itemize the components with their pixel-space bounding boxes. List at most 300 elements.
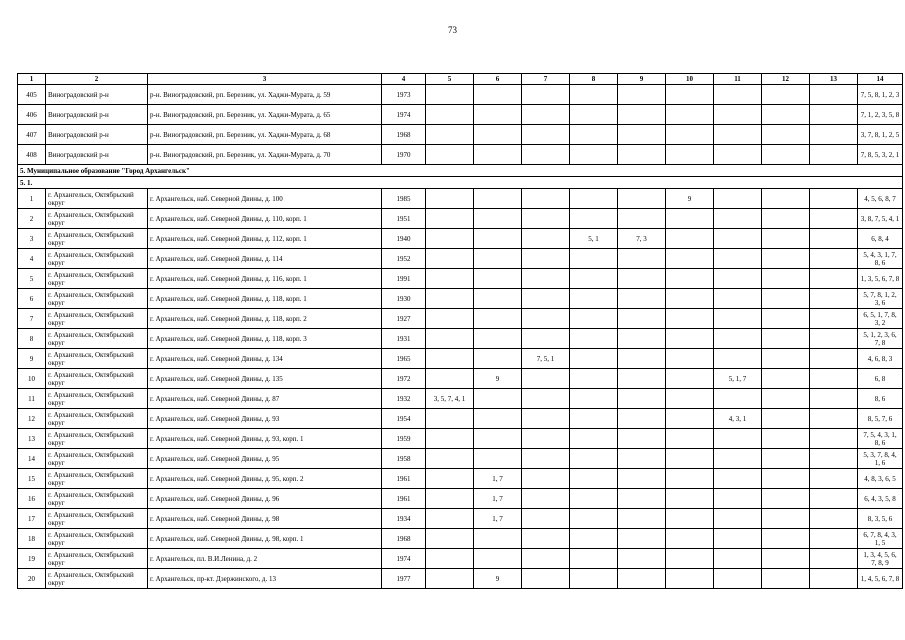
table-cell: 6, 7, 8, 4, 3, 1, 5 <box>858 529 903 549</box>
header-cell: 6 <box>474 74 522 85</box>
table-cell <box>570 389 618 409</box>
table-cell <box>522 209 570 229</box>
table-cell: 6, 4, 3, 5, 8 <box>858 489 903 509</box>
table-cell: г. Архангельск, наб. Северной Двины, д. 100 <box>148 189 382 209</box>
subsection-title-row <box>18 177 903 189</box>
table-cell <box>714 85 762 105</box>
table-cell: 407 <box>18 125 46 145</box>
table-cell: 1985 <box>382 189 426 209</box>
table-cell: 9 <box>474 569 522 589</box>
table-cell <box>570 125 618 145</box>
table-cell: 1954 <box>382 409 426 429</box>
table-cell <box>522 105 570 125</box>
table-cell: г. Архангельск, наб. Северной Двины, д. 116, корп. 1 <box>148 269 382 289</box>
table-cell <box>522 489 570 509</box>
table-cell <box>618 369 666 389</box>
table-cell: г. Архангельск, наб. Северной Двины, д. 110, корп. 1 <box>148 209 382 229</box>
table-cell <box>618 105 666 125</box>
table-row <box>18 85 903 105</box>
table-cell <box>810 529 858 549</box>
table-cell <box>522 409 570 429</box>
table-cell: 11 <box>18 389 46 409</box>
table-cell <box>522 369 570 389</box>
table-cell <box>618 269 666 289</box>
header-row <box>18 74 903 85</box>
table-cell <box>618 189 666 209</box>
table-cell <box>426 569 474 589</box>
table-cell <box>810 549 858 569</box>
table-cell <box>810 469 858 489</box>
table-cell <box>618 529 666 549</box>
table-cell: 5, 1, 2, 3, 6, 7, 8 <box>858 329 903 349</box>
table-cell <box>666 209 714 229</box>
table-cell <box>522 549 570 569</box>
table-cell: 405 <box>18 85 46 105</box>
table-cell: 19 <box>18 549 46 569</box>
table-cell <box>570 349 618 369</box>
table-cell <box>426 209 474 229</box>
table-cell: 6 <box>18 289 46 309</box>
table-cell <box>666 429 714 449</box>
table-cell: 2 <box>18 209 46 229</box>
table-row <box>18 269 903 289</box>
table-cell: г. Архангельск, наб. Северной Двины, д. 95 <box>148 449 382 469</box>
header-cell: 10 <box>666 74 714 85</box>
table-cell: р-н. Виноградовский, рп. Березник, ул. Хаджи-Мурата, д. 70 <box>148 145 382 165</box>
table-row <box>18 309 903 329</box>
table-cell <box>474 449 522 469</box>
table-row <box>18 209 903 229</box>
table-cell: г. Архангельск, Октябрьский округ <box>46 309 148 329</box>
table-cell: 8, 6 <box>858 389 903 409</box>
table-cell <box>714 309 762 329</box>
table-cell <box>426 189 474 209</box>
table-cell: 1974 <box>382 105 426 125</box>
table-cell: 4 <box>18 249 46 269</box>
header-cell: 9 <box>618 74 666 85</box>
table-cell: 4, 6, 8, 3 <box>858 349 903 369</box>
table-cell <box>810 289 858 309</box>
table-cell <box>522 429 570 449</box>
table-cell <box>762 509 810 529</box>
table-cell <box>474 125 522 145</box>
table-cell <box>618 309 666 329</box>
table-cell <box>522 125 570 145</box>
table-cell <box>474 429 522 449</box>
table-cell <box>762 409 810 429</box>
table-cell: 6, 8 <box>858 369 903 389</box>
table-row <box>18 529 903 549</box>
table-cell: г. Архангельск, пл. В.И.Ленина, д. 2 <box>148 549 382 569</box>
table-cell <box>570 529 618 549</box>
table-cell <box>426 269 474 289</box>
table-cell <box>810 369 858 389</box>
table-cell <box>570 469 618 489</box>
table-cell: 1968 <box>382 125 426 145</box>
table-cell <box>426 329 474 349</box>
table-row <box>18 249 903 269</box>
table-cell: г. Архангельск, Октябрьский округ <box>46 329 148 349</box>
table-cell <box>570 509 618 529</box>
table-cell: г. Архангельск, наб. Северной Двины, д. 98 <box>148 509 382 529</box>
table-cell: 3, 7, 8, 1, 2, 5 <box>858 125 903 145</box>
table-cell <box>810 449 858 469</box>
header-cell: 7 <box>522 74 570 85</box>
table-cell <box>570 329 618 349</box>
table-cell <box>570 289 618 309</box>
table-cell <box>522 289 570 309</box>
table-cell <box>666 309 714 329</box>
table-cell: г. Архангельск, Октябрьский округ <box>46 349 148 369</box>
table-cell <box>426 289 474 309</box>
table-cell <box>426 249 474 269</box>
table-cell: 408 <box>18 145 46 165</box>
table-cell <box>618 509 666 529</box>
table-cell <box>666 489 714 509</box>
table-cell: 8, 3, 5, 6 <box>858 509 903 529</box>
table-cell: 1991 <box>382 269 426 289</box>
table-cell <box>522 389 570 409</box>
table-cell <box>810 249 858 269</box>
table-cell <box>522 249 570 269</box>
header-cell: 4 <box>382 74 426 85</box>
table-cell <box>426 449 474 469</box>
table-cell: 8, 5, 7, 6 <box>858 409 903 429</box>
table-cell <box>810 189 858 209</box>
table-cell <box>522 189 570 209</box>
table-cell: 5, 7, 8, 1, 2, 3, 6 <box>858 289 903 309</box>
table-cell: г. Архангельск, Октябрьский округ <box>46 269 148 289</box>
table-cell: 3, 8, 7, 5, 4, 1 <box>858 209 903 229</box>
table-cell <box>474 229 522 249</box>
table-cell <box>474 309 522 329</box>
table-cell <box>618 489 666 509</box>
table-cell <box>570 269 618 289</box>
table-cell <box>714 569 762 589</box>
table-cell <box>570 409 618 429</box>
table-cell: 1, 3, 4, 5, 6, 7, 8, 9 <box>858 549 903 569</box>
table-cell <box>570 569 618 589</box>
table-cell: 1965 <box>382 349 426 369</box>
table-cell <box>474 145 522 165</box>
table-cell <box>810 145 858 165</box>
table-cell <box>618 449 666 469</box>
page-number: 73 <box>448 25 457 35</box>
header-cell: 11 <box>714 74 762 85</box>
table-cell: 16 <box>18 489 46 509</box>
section-title: 5. Муниципальное образование "Город Архангельск" <box>18 165 903 177</box>
table-cell <box>714 509 762 529</box>
table-cell: 1972 <box>382 369 426 389</box>
table-cell: 7 <box>18 309 46 329</box>
table-cell: 1974 <box>382 549 426 569</box>
table-row <box>18 469 903 489</box>
section-title-row <box>18 165 903 177</box>
table-cell <box>810 489 858 509</box>
table-cell <box>762 389 810 409</box>
table-cell <box>810 229 858 249</box>
table-cell: 1977 <box>382 569 426 589</box>
table-row <box>18 489 903 509</box>
table-cell <box>762 369 810 389</box>
table-cell: г. Архангельск, наб. Северной Двины, д. 93, корп. 1 <box>148 429 382 449</box>
table-cell <box>762 449 810 469</box>
table-cell <box>474 529 522 549</box>
table-cell: 9 <box>666 189 714 209</box>
table-cell: г. Архангельск, наб. Северной Двины, д. 112, корп. 1 <box>148 229 382 249</box>
table-cell <box>570 369 618 389</box>
table-cell <box>570 85 618 105</box>
table-cell <box>762 249 810 269</box>
table-cell: 5 <box>18 269 46 289</box>
table-cell <box>714 289 762 309</box>
table-cell <box>522 529 570 549</box>
table-cell <box>426 409 474 429</box>
table-cell: Виноградовский р-н <box>46 105 148 125</box>
table-cell <box>618 569 666 589</box>
table-cell <box>426 349 474 369</box>
table-cell <box>762 85 810 105</box>
table-cell <box>666 409 714 429</box>
table-cell <box>762 349 810 369</box>
table-cell <box>426 429 474 449</box>
table-cell <box>426 125 474 145</box>
table-cell <box>762 429 810 449</box>
header-cell: 12 <box>762 74 810 85</box>
table-cell: 6, 5, 1, 7, 8, 3, 2 <box>858 309 903 329</box>
table-cell: г. Архангельск, наб. Северной Двины, д. 118, корп. 2 <box>148 309 382 329</box>
table-cell <box>666 469 714 489</box>
table-cell <box>762 309 810 329</box>
table-cell <box>666 145 714 165</box>
table-cell <box>714 469 762 489</box>
table-cell <box>810 509 858 529</box>
table-cell <box>426 105 474 125</box>
table-cell: 7, 5, 8, 1, 2, 3 <box>858 85 903 105</box>
table-cell: г. Архангельск, Октябрьский округ <box>46 429 148 449</box>
header-cell: 1 <box>18 74 46 85</box>
table-cell <box>666 105 714 125</box>
table-cell: 3, 5, 7, 4, 1 <box>426 389 474 409</box>
table-row <box>18 189 903 209</box>
table-cell: 3 <box>18 229 46 249</box>
table-cell <box>762 469 810 489</box>
table-cell <box>618 349 666 369</box>
table-cell: 5, 4, 3, 1, 7, 8, 6 <box>858 249 903 269</box>
table-cell <box>762 329 810 349</box>
table-cell: г. Архангельск, Октябрьский округ <box>46 249 148 269</box>
table-row <box>18 409 903 429</box>
table-cell <box>810 105 858 125</box>
table-cell: 5, 1, 7 <box>714 369 762 389</box>
table-cell: 1970 <box>382 145 426 165</box>
table-cell: 17 <box>18 509 46 529</box>
table-cell <box>666 125 714 145</box>
table-cell <box>714 189 762 209</box>
table-cell <box>810 85 858 105</box>
table-cell <box>570 249 618 269</box>
table-cell: 15 <box>18 469 46 489</box>
table-cell <box>426 369 474 389</box>
table-cell <box>666 329 714 349</box>
table-cell <box>570 429 618 449</box>
table-cell <box>426 469 474 489</box>
table-cell <box>762 549 810 569</box>
table-cell <box>810 349 858 369</box>
table-cell <box>522 309 570 329</box>
table-cell <box>666 509 714 529</box>
table-cell <box>474 189 522 209</box>
table-cell: г. Архангельск, Октябрьский округ <box>46 469 148 489</box>
table-cell <box>762 189 810 209</box>
table-cell <box>762 569 810 589</box>
table-row <box>18 349 903 369</box>
table-cell <box>714 249 762 269</box>
table-cell: р-н. Виноградовский, рп. Березник, ул. Хаджи-Мурата, д. 65 <box>148 105 382 125</box>
table-cell <box>762 125 810 145</box>
table-cell <box>522 469 570 489</box>
table-cell: 14 <box>18 449 46 469</box>
table-cell <box>570 209 618 229</box>
table-cell: 7, 1, 2, 3, 5, 8 <box>858 105 903 125</box>
table-cell <box>762 105 810 125</box>
table-cell <box>762 269 810 289</box>
table-cell <box>714 105 762 125</box>
subsection-title: 5. 1. <box>18 177 903 189</box>
table-cell: 7, 8, 5, 3, 2, 1 <box>858 145 903 165</box>
table-cell <box>714 349 762 369</box>
table-cell: 1968 <box>382 529 426 549</box>
table-cell <box>714 549 762 569</box>
table-cell: г. Архангельск, Октябрьский округ <box>46 409 148 429</box>
table-cell: Виноградовский р-н <box>46 125 148 145</box>
table-cell: г. Архангельск, Октябрьский округ <box>46 509 148 529</box>
table-cell: г. Архангельск, наб. Северной Двины, д. 95, корп. 2 <box>148 469 382 489</box>
table-cell <box>474 549 522 569</box>
table-cell <box>522 229 570 249</box>
table-cell <box>570 105 618 125</box>
table-cell <box>522 569 570 589</box>
table-cell <box>810 429 858 449</box>
table-cell <box>666 269 714 289</box>
table-cell <box>426 229 474 249</box>
table-cell: 1 <box>18 189 46 209</box>
table-cell <box>522 509 570 529</box>
table-row <box>18 569 903 589</box>
table-cell <box>714 389 762 409</box>
table-cell <box>618 289 666 309</box>
table-cell: 6, 8, 4 <box>858 229 903 249</box>
table-cell: г. Архангельск, наб. Северной Двины, д. 114 <box>148 249 382 269</box>
table-cell <box>666 85 714 105</box>
table-row <box>18 145 903 165</box>
table-cell: р-н. Виноградовский, рп. Березник, ул. Хаджи-Мурата, д. 68 <box>148 125 382 145</box>
table-cell: 406 <box>18 105 46 125</box>
table-cell: 1952 <box>382 249 426 269</box>
table-cell: 1958 <box>382 449 426 469</box>
table-cell: 1951 <box>382 209 426 229</box>
table-cell <box>570 189 618 209</box>
table-cell: г. Архангельск, Октябрьский округ <box>46 489 148 509</box>
table-row <box>18 369 903 389</box>
table-cell <box>666 449 714 469</box>
table-cell <box>474 85 522 105</box>
table-cell <box>474 409 522 429</box>
table-cell: г. Архангельск, Октябрьский округ <box>46 569 148 589</box>
table-cell: 4, 3, 1 <box>714 409 762 429</box>
table-cell <box>426 489 474 509</box>
table-cell <box>762 229 810 249</box>
table-cell <box>618 429 666 449</box>
table-cell: 1927 <box>382 309 426 329</box>
table-cell <box>810 389 858 409</box>
table-cell: г. Архангельск, Октябрьский округ <box>46 369 148 389</box>
table-row <box>18 549 903 569</box>
table-cell <box>810 329 858 349</box>
table-cell <box>618 209 666 229</box>
table-cell <box>618 389 666 409</box>
table-cell <box>570 449 618 469</box>
table-cell: г. Архангельск, Октябрьский округ <box>46 389 148 409</box>
table-cell <box>666 369 714 389</box>
table-cell: Виноградовский р-н <box>46 145 148 165</box>
table-row <box>18 429 903 449</box>
table-cell: 1931 <box>382 329 426 349</box>
table-cell: 5, 1 <box>570 229 618 249</box>
table-cell: 10 <box>18 369 46 389</box>
table-cell <box>522 85 570 105</box>
table-cell: г. Архангельск, наб. Северной Двины, д. 118, корп. 1 <box>148 289 382 309</box>
table-cell: 18 <box>18 529 46 549</box>
table-cell: 9 <box>18 349 46 369</box>
table-cell: 7, 3 <box>618 229 666 249</box>
table-cell <box>474 269 522 289</box>
table-cell: 1, 7 <box>474 469 522 489</box>
housing-table <box>17 73 903 589</box>
table-cell: г. Архангельск, Октябрьский округ <box>46 189 148 209</box>
table-cell <box>618 125 666 145</box>
table-cell <box>474 329 522 349</box>
table-cell: г. Архангельск, Октябрьский округ <box>46 229 148 249</box>
table-cell: 9 <box>474 369 522 389</box>
table-cell <box>810 125 858 145</box>
table-cell <box>570 549 618 569</box>
table-cell: 7, 5, 1 <box>522 349 570 369</box>
table-cell: р-н. Виноградовский, рп. Березник, ул. Хаджи-Мурата, д. 59 <box>148 85 382 105</box>
table-row <box>18 289 903 309</box>
table-cell <box>426 549 474 569</box>
table-cell: 8 <box>18 329 46 349</box>
table-cell <box>618 409 666 429</box>
table-cell: 1, 3, 5, 6, 7, 8 <box>858 269 903 289</box>
table-cell <box>474 389 522 409</box>
table-cell <box>618 549 666 569</box>
table-cell: 4, 8, 3, 6, 5 <box>858 469 903 489</box>
table-cell: г. Архангельск, Октябрьский округ <box>46 549 148 569</box>
table-cell <box>714 329 762 349</box>
table-cell <box>618 145 666 165</box>
header-cell: 5 <box>426 74 474 85</box>
table-cell <box>714 125 762 145</box>
table-cell: г. Архангельск, наб. Северной Двины, д. 87 <box>148 389 382 409</box>
table-cell <box>426 145 474 165</box>
table-cell <box>474 209 522 229</box>
table-cell <box>426 85 474 105</box>
table-cell <box>618 329 666 349</box>
table-cell: г. Архангельск, Октябрьский округ <box>46 449 148 469</box>
table-cell <box>426 309 474 329</box>
header-cell: 8 <box>570 74 618 85</box>
